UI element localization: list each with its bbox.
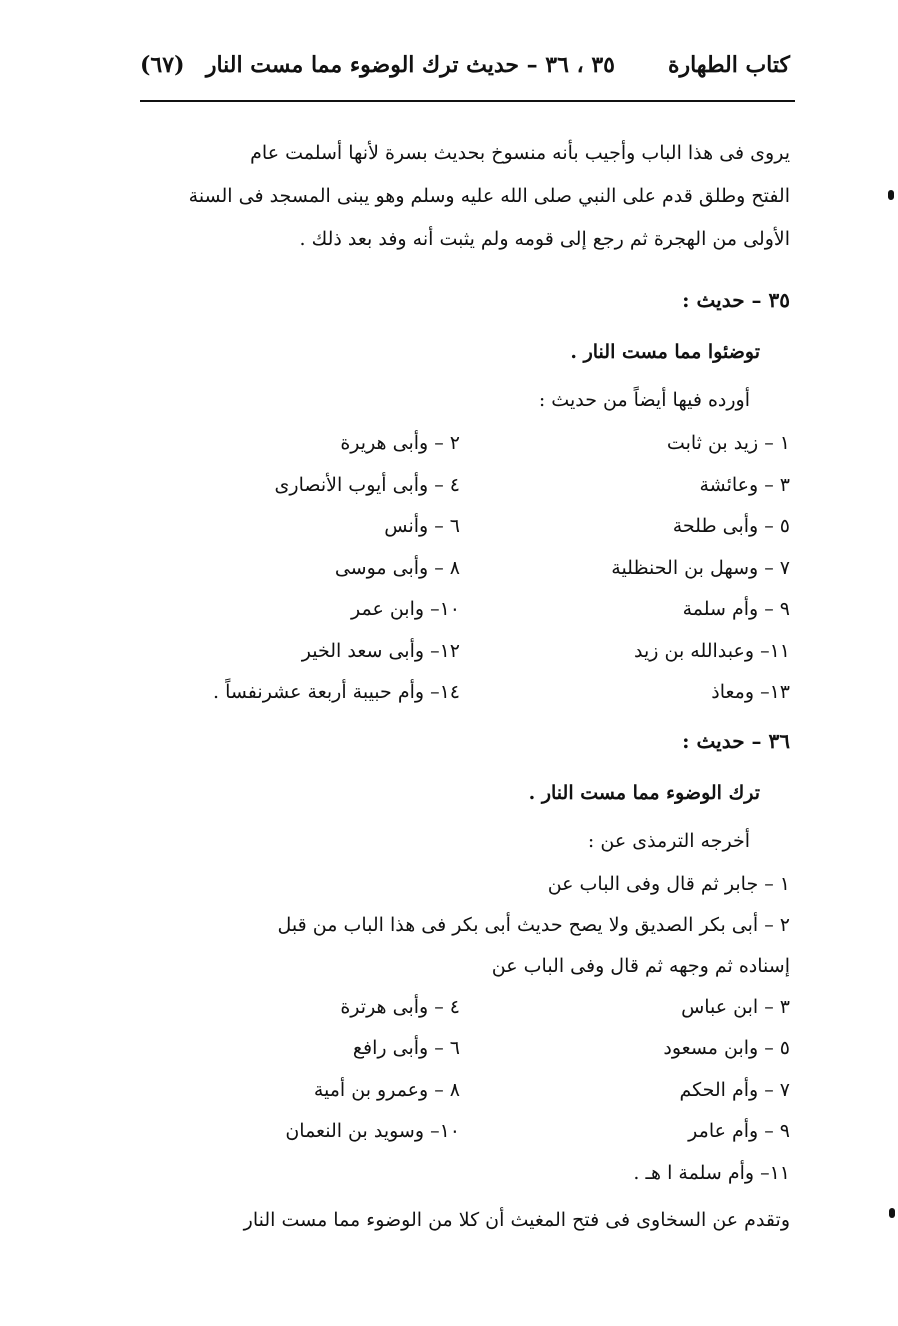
page-body [140,132,790,1241]
closing-line: وتقدم عن السخاوى فى فتح المغيث أن كلا من الوضوء مما مست النار [243,1208,790,1231]
narrator-item: ٩ – وأم عامر [688,1120,790,1142]
intro-line: يروى فى هذا الباب وأجيب بأنه منسوخ بحديث بسرة لأنها أسلمت عام [250,142,790,164]
section-35-intro: أورده فيها أيضاً من حديث : [538,389,750,411]
header-rule [140,100,795,102]
section-35-heading: ٣٥ – حديث : [682,288,790,312]
narrator-item: ٨ – وأبى موسى [334,556,460,579]
narrator-item: ٢ – وأبى هريرة [340,432,460,454]
narrator-item: ١٠– وسويد بن النعمان [285,1120,460,1142]
narrator-item: ١٢– وأبى سعد الخير [301,639,460,662]
narrator-item: ٧ – وسهل بن الحنظلية [611,556,790,579]
book-title: كتاب الطهارة [667,52,790,78]
narrator-item: ٣ – وعائشة [699,473,790,496]
section-36-narrators [140,987,790,1153]
narrator-item: ٩ – وأم سلمة [682,598,790,620]
scan-speck [888,190,894,200]
page-header [140,52,790,92]
narrator-item: ١٠– وابن عمر [350,598,460,620]
section-36-title: ترك الوضوء مما مست النار . [528,781,760,804]
section-36-last-item: ١١– وأم سلمة ا هـ . [633,1161,790,1184]
section-36-line-1: ١ – جابر ثم قال وفى الباب عن [547,872,790,895]
narrator-item: ١٣– ومعاذ [711,681,790,703]
narrator-item: ١ – زيد بن ثابت [666,432,790,454]
narrator-item: ٦ – وأنس [384,515,460,537]
section-range-title: ٣٥ ، ٣٦ – حديث ترك الوضوء مما مست النار [205,52,615,78]
narrator-item: ١١– وعبدالله بن زيد [634,639,790,662]
section-35-title: توضئوا مما مست النار . [570,341,760,363]
section-35-narrators [140,423,790,714]
narrator-item: ٤ – وأبى هرترة [340,995,460,1018]
page-number: (٦٧) [140,52,185,78]
intro-line: الأولى من الهجرة ثم رجع إلى قومه ولم يثبت أنه وفد بعد ذلك . [299,228,790,250]
section-36-heading: ٣٦ – حديث : [682,728,790,753]
scan-speck [889,1208,895,1218]
narrator-item: ١٤– وأم حبيبة أربعة عشرنفساً . [212,681,460,703]
narrator-item: ٥ – وابن مسعود [663,1037,790,1059]
narrator-item: ٥ – وأبى طلحة [672,515,790,537]
narrator-item: ٤ – وأبى أيوب الأنصارى [274,473,460,496]
section-36-line-2a: ٢ – أبى بكر الصديق ولا يصح حديث أبى بكر فى هذا الباب من قبل [277,913,790,936]
intro-paragraph [140,132,790,261]
narrator-item: ٧ – وأم الحكم [679,1078,790,1101]
narrator-item: ٨ – وعمرو بن أمية [313,1078,460,1101]
section-36-intro: أخرجه الترمذى عن : [587,829,750,852]
narrator-item: ٣ – ابن عباس [681,995,790,1018]
intro-line: الفتح وطلق قدم على النبي صلى الله عليه وسلم وهو يبنى المسجد فى السنة [188,185,790,207]
narrator-item: ٦ – وأبى رافع [352,1037,460,1059]
section-36-line-2b: إسناده ثم وجهه ثم قال وفى الباب عن [491,954,790,977]
